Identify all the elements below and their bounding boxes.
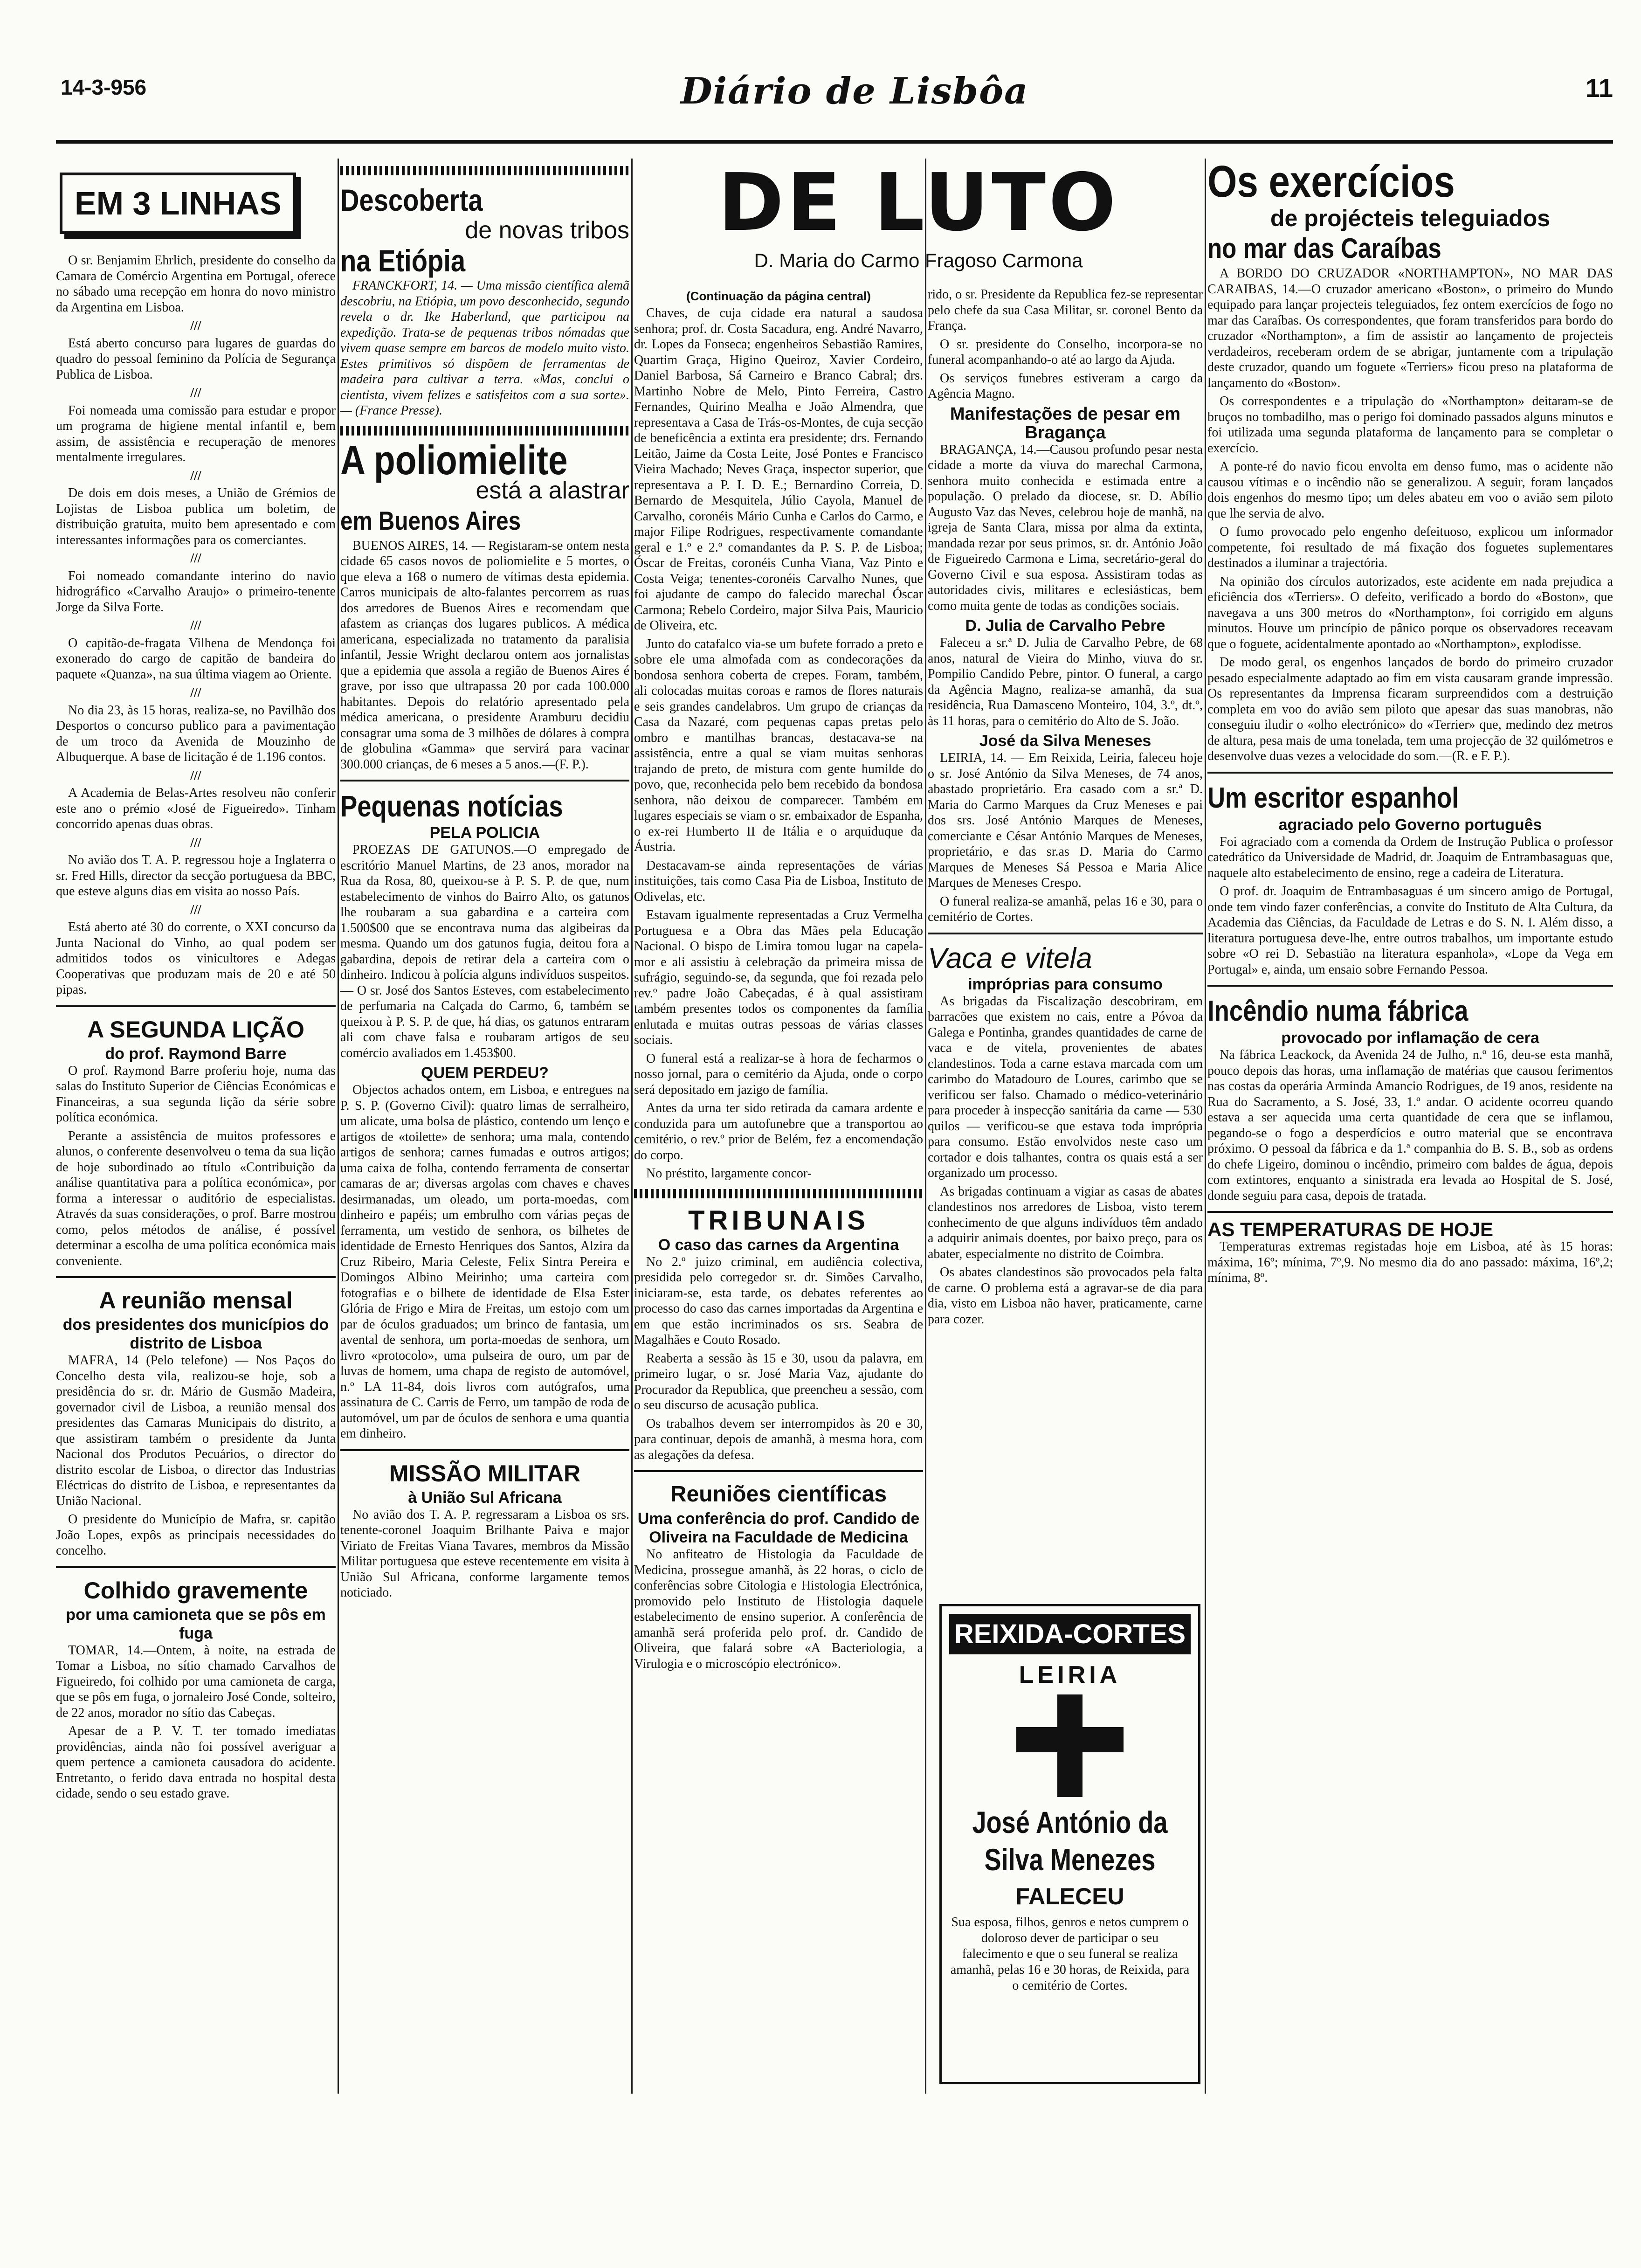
temperaturas-title: AS TEMPERATURAS DE HOJE bbox=[1207, 1218, 1493, 1240]
tribunais-sub: O caso das carnes da Argentina bbox=[658, 1236, 899, 1254]
article-paragraph: LEIRIA, 14. — Em Reixida, Leiria, faleceu hoje o sr. José António da Silva Meneses, de 74 anos, abastado proprietário. Era casado com a sr.ª D. Maria do Carmo Marques da Cruz Meneses e pai dos srs. José António Marques de Meneses, comerciante e César António Marques de Meneses, proprietário, e das sr.as D. Maria do Carmo Marques de Meneses Sá Pessoa e Maria Alice Marques de Meneses Crespo. bbox=[928, 751, 1203, 890]
vaca-sub: impróprias para consumo bbox=[968, 975, 1163, 993]
masthead-rule bbox=[56, 140, 1613, 144]
article-paragraph: BRAGANÇA, 14.—Causou profundo pesar nesta cidade a morte da viuva do marechal Carmona, senhora muito conhecida e estimada entre a população. O prelado da diocese, sr. D. Abílio Augusto Vaz das Neves, celebrou hoje de manhã, na igreja de Santa Clara, missa por alma da extinta, mandada rezar por seus primos, sr. dr. António João de Figueiredo Carmona e Lima, secretário-geral do Governo Civil e sua esposa. Assistiram todas as autoridades civis, militares e eclesiásticas, bem como muita gente de todas as condições sociais. bbox=[928, 442, 1203, 613]
luto-continuation: (Continuação da página central) bbox=[686, 289, 871, 303]
article-paragraph: Temperaturas extremas registadas hoje em Lisboa, até às 15 horas: máxima, 16º; mínima, 7º,9. No mesmo dia do ano passado: máxima, 16º,2; mínima, 8º. bbox=[1207, 1239, 1613, 1285]
reuniao-title: A reunião mensal bbox=[99, 1287, 293, 1314]
article-paragraph: No 2.º juizo criminal, em audiência colectiva, presidida pelo corregedor sr. dr. Simões Carvalho, iniciaram-se, esta tarde, os debates referentes ao processo do caso das carnes importadas da Argentina e em que estão incriminados os srs. Seabra de Magalhães e Couto Rosado. bbox=[634, 1254, 923, 1347]
section-rule bbox=[56, 1005, 336, 1007]
newspaper-title: Diário de Lisbôa bbox=[681, 70, 1029, 112]
article-paragraph: Foi agraciado com a comenda da Ordem de Instrução Publica o professor catedrático da Universidade de Madrid, dr. Joaquim de Entrambasaguas que, naquele alto estabelecimento de ensino, rege a cadeira de Literatura. bbox=[1207, 834, 1613, 880]
section-rule bbox=[1207, 1211, 1613, 1213]
section-rule bbox=[1207, 985, 1613, 987]
brief-item: Foi nomeado comandante interino do navio hidrográfico «Carvalho Araujo» o primeiro-tenente Jorge da Silva Forte. bbox=[56, 568, 336, 615]
column-divider bbox=[338, 159, 339, 2094]
obituary-notice bbox=[939, 1604, 1200, 2084]
pela-policia-heading: PELA POLICIA bbox=[429, 824, 540, 842]
pebre-title: D. Julia de Carvalho Pebre bbox=[965, 617, 1165, 635]
vaca-title: Vaca e vitela bbox=[928, 942, 1092, 975]
column-divider bbox=[1205, 159, 1206, 2094]
article-paragraph: A ponte-ré do navio ficou envolta em denso fumo, mas o acidente não causou vítimas e o incêndio não se generalizou. A seguir, foram lançados dois engenhos do mesmo tipo; um deles abateu em voo o avião sem piloto que lhe servia de alvo. bbox=[1207, 459, 1613, 521]
polio-title-3: em Buenos Aires bbox=[340, 505, 521, 535]
article-paragraph: Objectos achados ontem, em Lisboa, e entregues na P. S. P. (Governo Civil): quatro limas de serralheiro, um alicate, uma bolsa de plástico, contendo um lenço e artigos de «toilette» de senhora; uma mala, contendo artigos de senhora; carnes fumadas e outros artigos; uma caixa de folha, contendo ferramenta de consertar camaras de ar; diversas argolas com chaves e chaves desirmanadas, um oleado, um porta-moedas, com dinheiro e papéis; um embrulho com várias peças de ferramenta, um vestido de senhora, os bilhetes de identidade de Ernesto Henriques dos Santos, Alzira da Cruz Ribeiro, Maria Celeste, Felix Sintra Pereira e Domingos Albino Meirinho; uma carteira com fotografias e o bilhete de identidade de Elsa Ester Glória de Frigo e Mira de Freitas, um estojo com um par de óculos graduados; um brinco de fantasia, um avental de senhora, um porta-moedas de senhora, um livro «protocolo», uma pulseira de ouro, um par de luvas de homem, uma chapa de registo de automóvel, n.º LA 11-84, dois livros com autógrafos, uma assinatura de C. Carris de Ferro, um tampão de roda de automóvel, um par de óculos de senhora e uma quantia em dinheiro. bbox=[340, 1083, 629, 1441]
article-paragraph: Apesar de a P. V. T. ter tomado imediatas providências, ainda não foi possível averiguar a quem pertence a camioneta causadora do acidente. Entretanto, o ferido dava entrada no hospital desta cidade, sendo o seu estado grave. bbox=[56, 1724, 336, 1801]
column-5 bbox=[1207, 159, 1613, 2117]
etiopia-title-2: de novas tribos bbox=[465, 217, 629, 244]
issue-date: 14-3-956 bbox=[61, 75, 147, 99]
article-paragraph: As brigadas continuam a vigiar as casas de abates clandestinos nos arredores de Lisboa, visto terem conhecimento de que alguns indivíduos têm andado a adquirir animais doentes, por baixo preço, para os abater, especialmente no distrito de Coimbra. bbox=[928, 1184, 1203, 1261]
brief-separator: /// bbox=[190, 318, 201, 333]
reunioes-sub: Uma conferência do prof. Candido de Oliveira na Faculdade de Medicina bbox=[637, 1510, 920, 1546]
brief-separator: /// bbox=[190, 468, 201, 483]
column-4 bbox=[928, 287, 1203, 1597]
brief-item: No avião dos T. A. P. regressou hoje a Inglaterra o sr. Fred Hills, director da secção portuguesa da BBC, que esteve alguns dias em visita ao nosso País. bbox=[56, 853, 336, 899]
section-rule bbox=[634, 1470, 923, 1472]
brief-item: Foi nomeada uma comissão para estudar e propor um programa de higiene mental infantil e, bem assim, de assistência e recuperação de menores mentalmente irregulares. bbox=[56, 403, 336, 464]
decorative-border bbox=[634, 1189, 923, 1198]
article-paragraph: No avião dos T. A. P. regressaram a Lisboa os srs. tenente-coronel Joaquim Brilhante Paiva e major Viriato de Freitas Viana Tavares, membros da Missão Militar portuguesa que esteve recentemente em visita à União Sul Africana, conforme largamente temos noticiado. bbox=[340, 1507, 629, 1600]
escritor-sub: agraciado pelo Governo português bbox=[1278, 816, 1542, 834]
brief-separator: /// bbox=[190, 386, 201, 400]
column-1 bbox=[56, 159, 336, 2117]
section-rule bbox=[1207, 772, 1613, 774]
brief-items bbox=[56, 253, 336, 998]
tribunais-title: TRIBUNAIS bbox=[688, 1205, 869, 1236]
escritor-title: Um escritor espanhol bbox=[1207, 781, 1459, 814]
exercicios-sub-2: no mar das Caraíbas bbox=[1207, 233, 1441, 264]
etiopia-title-1: Descoberta bbox=[340, 183, 483, 217]
brief-item: De dois em dois meses, a União de Grémios de Lojistas de Lisboa publica um boletim, de distribuição gratuita, muito bem apresentado e com interessantes informações para os comerciantes. bbox=[56, 486, 336, 547]
exercicios-sub-1: de projécteis teleguiados bbox=[1270, 205, 1551, 231]
pequenas-title: Pequenas notícias bbox=[340, 789, 563, 823]
cross-icon bbox=[1016, 1694, 1124, 1797]
article-paragraph: TOMAR, 14.—Ontem, à noite, na estrada de Tomar a Lisboa, no sítio chamado Carvalhos de Figueiredo, foi colhido por uma camioneta de carga, que se pôs em fuga, o jornaleiro José Conde, solteiro, de 22 anos, morador no sítio das Cabeças. bbox=[56, 1643, 336, 1720]
article-paragraph: As brigadas da Fiscalização descobriram, em barracões que existem no cais, entre a Póvoa da Galega e Pontinha, grandes quantidades de carne de vaca e de vitela, provenientes de abates clandestinos. Toda a carne estava marcada com um carimbo do Matadouro de Loures, carimbo que se verificou ser falso. Chamado o médico-veterinário para proceder à inspecção sanitária da carne — 530 quilos — verificou-se que estava toda imprópria para consumo. Estão envolvidos neste caso um cortador e dois talhantes, contra os quais está a ser organizado um processo. bbox=[928, 994, 1203, 1180]
masthead bbox=[61, 70, 1613, 121]
brief-item: O capitão-de-fragata Vilhena de Mendonça foi exonerado do cargo de capitão de bandeira do paquete «Quanza», na sua última viagem ao Oriente. bbox=[56, 636, 336, 682]
column-divider bbox=[631, 159, 633, 2094]
missao-sub: à União Sul Africana bbox=[408, 1488, 562, 1507]
etiopia-body: FRANCKFORT, 14. — Uma missão científica alemã descobriu, na Etiópia, um povo desconhecido, segundo revela o dr. Ike Haberland, que participou na expedição. Trata-se de pequenas tribos nómadas que vivem quase sempre em barcos de modelo muito visto. Estes primitivos só dispõem de ferramentas de madeira para cultivar a terra. «Mas, conclui o cientista, vivem felizes e satisfeitos com a sua sorte». — (France Presse). bbox=[340, 278, 629, 418]
article-paragraph: Os abates clandestinos são provocados pela falta de carne. O problema está a agravar-se de dia para dia, visto em Lisboa não haver, praticamente, carne para cozer. bbox=[928, 1265, 1203, 1327]
article-paragraph: rido, o sr. Presidente da Republica fez-se representar pelo chefe da sua Casa Militar, sr. coronel Bento da França. bbox=[928, 287, 1203, 333]
page-number: 11 bbox=[1585, 73, 1613, 103]
brief-separator: /// bbox=[190, 618, 201, 633]
brief-item: O sr. Benjamim Ehrlich, presidente do conselho da Camara de Comércio Argentina em Portugal, oferece no sábado uma recepção em honra do novo ministro da Argentina em Lisboa. bbox=[56, 253, 336, 315]
article-paragraph: Perante a assistência de muitos professores e alunos, o conferente desenvolveu o tema da sua lição de hoje subordinado ao título «Contribuição da análise quantitativa para a política económica», por forma a interessar o auditório de especialistas. Através da suas considerações, o prof. Barre mostrou como, pelos métodos de análise, é possível determinar a escolha de uma política económica mais conveniente. bbox=[56, 1128, 336, 1268]
section-rule bbox=[340, 1449, 629, 1451]
section-rule bbox=[56, 1566, 336, 1568]
article-paragraph: O sr. presidente do Conselho, incorpora-se no funeral acompanhando-o até ao largo da Ajuda. bbox=[928, 337, 1203, 367]
brief-separator: /// bbox=[190, 685, 201, 700]
article-paragraph: O funeral realiza-se amanhã, pelas 16 e 30, para o cemitério de Cortes. bbox=[928, 894, 1203, 924]
exercicios-title: Os exercícios bbox=[1207, 159, 1455, 207]
colhido-sub: por uma camioneta que se pôs em fuga bbox=[66, 1605, 326, 1642]
quem-perdeu-heading: QUEM PERDEU? bbox=[421, 1064, 549, 1082]
article-paragraph: Na fábrica Leackock, da Avenida 24 de Julho, n.º 16, deu-se esta manhã, pouco depois das horas, uma inflamação de matérias que causou ferimentos nas costas da operária Arminda Amancio Rodrigues, de 19 anos, residente na Rua do Sacramento, a S. José, 33, 1.º andar. O acidente ocorreu quando estava a ser aquecida uma certa quantidade de cera que se inflamou, pegando-se o fogo a desperdícios e outro material que se encontrava próximo. O pessoal da fábrica e da 1.ª companhia do B. S. B., sob as ordens do chefe Ligeiro, dominou o incêndio, primeiro com baldes de água, depois com extintores, enquanto a sinistrada era levada ao Hospital de S. José, donde seguiu para casa, depois de tratada. bbox=[1207, 1048, 1613, 1203]
article-paragraph: Estavam igualmente representadas a Cruz Vermelha Portuguesa e a Obra das Mães pela Educação Nacional. O bispo de Limira tomou lugar na capela-mor e ali assistiu à celebração da primeira missa de sufrágio, seguindo-se, da segunda, que foi rezada pelo rev.º padre João Cabeçadas, é à qual assistiram também presentes todos os componentes da família enlutada e muitas outras pessoas de várias classes sociais. bbox=[634, 908, 923, 1047]
section-rule bbox=[56, 1276, 336, 1278]
decorative-border bbox=[340, 166, 629, 175]
obituary-location-top: REIXIDA-CORTES bbox=[949, 1614, 1191, 1654]
luto-header bbox=[634, 157, 1203, 277]
luto-column bbox=[634, 287, 923, 2105]
article-paragraph: O prof. dr. Joaquim de Entrambasaguas é um sincero amigo de Portugal, onde tem vindo fazer conferências, a convite do Instituto de Alta Cultura, da Academia das Ciências, da Faculdade de Letras e do S. N. I. Além disso, a literatura portuguesa deve-lhe, entre outros trabalhos, um importante estudo sobre «O rei D. Sebastião na literatura espanhola», «Lope da Vega em Portugal» e, ainda, um ensaio sobre Fernando Pessoa. bbox=[1207, 884, 1613, 977]
manifestacoes-title: Manifestações de pesar em Bragança bbox=[950, 404, 1181, 443]
section-rule bbox=[928, 933, 1203, 934]
colhido-title: Colhido gravemente bbox=[83, 1577, 308, 1604]
obituary-text: Sua esposa, filhos, genros e netos cumprem o doloroso dever de participar o seu falecimento e que o seu funeral se realiza amanhã, pelas 16 e 30 horas, de Reixida, para o cemitério de Cortes. bbox=[950, 1915, 1190, 1993]
article-paragraph: Destacavam-se ainda representações de várias instituições, tais como Casa Pia de Lisboa, Instituto de Odivelas, etc. bbox=[634, 858, 923, 904]
polio-title-1: A poliomielite bbox=[340, 436, 568, 483]
luto-name: D. Maria do Carmo Fragoso Carmona bbox=[754, 249, 1083, 271]
segunda-licao-title: A SEGUNDA LIÇÃO bbox=[87, 1016, 304, 1043]
section-rule bbox=[340, 780, 629, 781]
article-paragraph: Os trabalhos devem ser interrompidos às 20 e 30, para continuar, depois de amanhã, à mesma hora, com as alegações da defesa. bbox=[634, 1416, 923, 1462]
article-paragraph: No préstito, largamente concor- bbox=[646, 1166, 812, 1181]
etiopia-title-3: na Etiópia bbox=[340, 243, 466, 278]
brief-separator: /// bbox=[190, 902, 201, 917]
article-paragraph: O fumo provocado pelo engenho defeituoso, explicou um informador competente, foi resultado de má fixação dos foguetes suplementares destinados a iluminar a trajectória. bbox=[1207, 525, 1613, 570]
obituary-location: LEIRIA bbox=[1019, 1661, 1121, 1688]
brief-separator: /// bbox=[190, 551, 201, 566]
incendio-title: Incêndio numa fábrica bbox=[1207, 995, 1469, 1027]
article-paragraph: O prof. Raymond Barre proferiu hoje, numa das salas do Instituto Superior de Ciências Económicas e Financeiras, a sua segunda lição da série sobre política económica. bbox=[56, 1063, 336, 1125]
obituary-name: José António da Silva Menezes bbox=[972, 1805, 1168, 1877]
article-paragraph: Reaberta a sessão às 15 e 30, usou da palavra, em primeiro lugar, o sr. José Maria Vaz, ajudante do Procurador da Republica, que preencheu a sessão, com o seu discurso de acusação publica. bbox=[634, 1351, 923, 1412]
reunioes-title: Reuniões científicas bbox=[670, 1482, 887, 1507]
brief-item: A Academia de Belas-Artes resolveu não conferir este ano o prémio «José de Figueiredo». Tinham concorrido apenas duas obras. bbox=[56, 786, 336, 831]
article-paragraph: Os serviços funebres estiveram a cargo da Agência Magno. bbox=[928, 371, 1203, 401]
article-paragraph: Chaves, de cuja cidade era natural a saudosa senhora; prof. dr. Costa Sacadura, eng. André Navarro, dr. Lopes da Fonseca; engenheiros Sebastião Ramires, Quartim Graça, Higino Queiroz, Xavier Cordeiro, Daniel Barbosa, Sá Carneiro e Branco Cabral; drs. Martinho Nobre de Melo, Pinto Ferreira, Castro Fernandes, Quirino Mealha e João Almendra, que representava a Casa de Trás-os-Montes, de cuja secção de beneficência a extinta era presidente; drs. Fernando Leitão, Jaime da Costa Leite, José Pontes e Francisco Vieira Machado; Neves Graça, inspector superior, que representava a P. I. D. E.; Bernardino Correia, D. Bernardo de Mesquitela, Júlio Cayola, Manuel de Carvalho, coronéis Mário Cunha e Carlos do Carmo, e major Filipe Rodrigues, respectivamente comandante geral e 1.º e 2.º comandantes da P. S. P. de Lisboa; Óscar de Freitas, coronéis Cunha Viana, Vaz Pinto e Costa Veiga; tenentes-coronéis Carvalho Nunes, que foi ajudante de campo do falecido marechal Óscar Carmona; Rebelo Cordeiro, major Silva Pais, Mauricio de Oliveira, etc. bbox=[634, 306, 923, 633]
article-paragraph: Na opinião dos círculos autorizados, este acidente em nada prejudica a eficiência dos «Terriers». O defeito, verificado a bordo do «Boston», que navegava a uns 300 metros do «Northampton», foi corrigido em alguns minutos. Houve um princípio de pânico porque os observadores receavam que o foguete, acidentalmente apontado ao «Northampton», explodisse. bbox=[1207, 574, 1613, 651]
article-paragraph: A BORDO DO CRUZADOR «NORTHAMPTON», NO MAR DAS CARAIBAS, 14.—O cruzador americano «Boston», o primeiro do Mundo equipado para lançar projecteis teleguiados, fez ontem exercícios de fogo no mar das Caraíbas. Os correspondentes, que foram transferidos para bordo do cruzador «Northampton», a fim de assistir ao lançamento de projecteis verdadeiros, receberam ordem de se abrigar, juntamente com a tripulação deste cruzador, quando um foguete «Terriers» ficou preso na plataforma de lançamento do «Boston». bbox=[1207, 266, 1613, 390]
meneses-title: José da Silva Meneses bbox=[979, 732, 1151, 750]
article-paragraph: PROEZAS DE GATUNOS.—O empregado de escritório Manuel Martins, de 23 anos, morador na Rua da Rosa, 80, queixou-se à P. S. P. de que, num estabelecimento de vinhos do Bairro Alto, os gatunos lhe roubaram a sua gabardina e a carteira com 1.500$00 que se encontrava numa das algibeiras da mesma. Quando um dos gatunos fugia, deitou fora a gabardina, depois de retirar dela a carteira com o dinheiro. Indicou à polícia alguns indivíduos suspeitos. — O sr. José dos Santos Esteves, com estabelecimento de perfumaria na Calçada do Carmo, 6, também se queixou à P. S. P. de que, há dias, os gatunos entraram ali com chave falsa e roubaram artigos de seu comércio avaliados em 1.453$00. bbox=[340, 843, 629, 1060]
brief-item: Está aberto até 30 do corrente, o XXI concurso da Junta Nacional do Vinho, ao qual podem ser admitidos todos os vinicultores e Adegas Cooperativas que produzam mais de 20 e até 50 pipas. bbox=[56, 920, 336, 997]
article-paragraph: Antes da urna ter sido retirada da camara ardente e conduzida para um autofunebre que a transportou ao cemitério, o rev.º prior de Belém, fez a encomendação do corpo. bbox=[634, 1101, 923, 1162]
polio-title-2: está a alastrar bbox=[476, 477, 629, 504]
luto-title: DE LUTO bbox=[718, 157, 1119, 249]
article-paragraph: Junto do catafalco via-se um bufete forrado a preto e sobre ele uma almofada com as condecorações da bondosa senhora coberta de crepes. Foram, também, ali colocadas muitas coroas e ramos de flores naturais e seis grandes candelabros. Um grupo de crianças da Casa da Nazaré, com pequenas capas pretas pelo ombro e mantilhas brancas, destacava-se na assistência, entre a qual se viam muitas senhoras trajando de preto, de mistura com gente humilde do povo, que, reconhecida pelo bem recebido da bondosa senhora, não deixou de comparecer. Também em lugares especiais se viam o sr. embaixador de Espanha, o ex-rei Humberto II de Itália e o arquiduque da Áustria. bbox=[634, 636, 923, 854]
article-paragraph: Os correspondentes e a tripulação do «Northampton» deitaram-se de bruços no tombadilho, mas o perigo foi dominado passados alguns minutos e foi utilizada uma segunda plataforma de lançamento para se completar o exercício. bbox=[1207, 394, 1613, 456]
obituary-died: FALECEU bbox=[1015, 1883, 1124, 1909]
reuniao-sub: dos presidentes dos municípios do distrito de Lisboa bbox=[62, 1316, 329, 1352]
brief-separator: /// bbox=[190, 768, 201, 783]
incendio-sub: provocado por inflamação de cera bbox=[1281, 1029, 1539, 1047]
article-paragraph: O presidente do Município de Mafra, sr. capitão João Lopes, expôs as principais necessidades do concelho. bbox=[56, 1512, 336, 1558]
brief-item: Está aberto concurso para lugares de guardas do quadro do pessoal feminino da Polícia de Segurança Publica de Lisboa. bbox=[56, 336, 336, 382]
segunda-licao-sub: do prof. Raymond Barre bbox=[105, 1044, 287, 1063]
em3linhas-heading: EM 3 LINHAS bbox=[60, 173, 296, 234]
article-paragraph: No anfiteatro de Histologia da Faculdade de Medicina, prossegue amanhã, às 22 horas, o ciclo de conferências sobre Citologia e Histologia Electrónica, promovido pelo Instituto de Histologia daquele estabelecimento de ensino superior. A conferência de amanhã será proferida pelo prof. dr. Candido de Oliveira, que falará sobre «A Bacteriologia, a Virulogia e o microscópio electrónico». bbox=[634, 1547, 923, 1671]
column-2 bbox=[340, 159, 629, 2117]
article-paragraph: De modo geral, os engenhos lançados de bordo do primeiro cruzador pesado especialmente adaptado ao fim em vista causaram grande impressão. Os representantes da Imprensa ficaram surpreendidos com a destruição completa em voo do avião sem piloto que apesar das suas manobras, não conseguiu iludir o «olho electrónico» do «Terrier» que, medindo dez metros de altura, pesa mais de uma tonelada, tem uma projecção de 32 quilómetros e desenvolve duas vezes a velocidade do som.—(R. e F. P.). bbox=[1207, 655, 1613, 763]
article-paragraph: O funeral está a realizar-se à hora de fecharmos o nosso jornal, para o cemitério da Ajuda, onde o corpo será depositado em jazigo de família. bbox=[634, 1051, 923, 1097]
article-paragraph: Faleceu a sr.ª D. Julia de Carvalho Pebre, de 68 anos, natural de Vieira do Minho, viuva do sr. Pompilio Candido Pebre, pintor. O funeral, a cargo da Agência Magno, realiza-se amanhã, da sua residência, Rua Damasceno Monteiro, 104, 3.º, dt.º, às 11 horas, para o cemitério do Alto de S. João. bbox=[928, 636, 1203, 728]
polio-body: BUENOS AIRES, 14. — Registaram-se ontem nesta cidade 65 casos novos de poliomielite e 5 mortes, o que eleva a 168 o numero de vítimas desta epidemia. Carros municipais de alto-falantes percorrem as ruas dos arredores de Buenos Aires e recomendam que afastem as crianças dos lugares publicos. A médica americana, especializada no tratamento da paralisia infantil, Jessie Wright declarou ontem aos jornalistas que a epidemia que assola a região de Buenos Aires é grave, por isso que ultrapassa 20 por cada 100.000 habitantes. Depois do relatório apresentado pela médica americana, o presidente Aramburu decidiu consagrar uma soma de 3 milhões de dólares à compra de globulina «Gamma» que servirá para vacinar 300.000 crianças, de 6 meses a 5 anos.—(F. P.). bbox=[340, 538, 629, 772]
decorative-border bbox=[340, 426, 629, 436]
brief-item: No dia 23, às 15 horas, realiza-se, no Pavilhão dos Desportos o concurso publico para a pavimentação de um troco da Avenida de Mouzinho de Albuquerque. A base de licitação é de 1.196 contos. bbox=[56, 703, 336, 764]
article-paragraph: MAFRA, 14 (Pelo telefone) — Nos Paços do Concelho desta vila, realizou-se hoje, sob a presidência do sr. dr. Mário de Gusmão Madeira, governador civil de Lisboa, a reunião mensal dos presidentes das Camaras Municipais do distrito, a que assistiram também o presidente da Junta Nacional dos Produtos Pecuários, o director do distrito escolar de Lisboa, o director das Industrias Eléctricas do distrito de Lisboa, e representantes da União Nacional. bbox=[56, 1353, 336, 1508]
missao-title: MISSÃO MILITAR bbox=[389, 1460, 581, 1487]
brief-separator: /// bbox=[190, 835, 201, 850]
